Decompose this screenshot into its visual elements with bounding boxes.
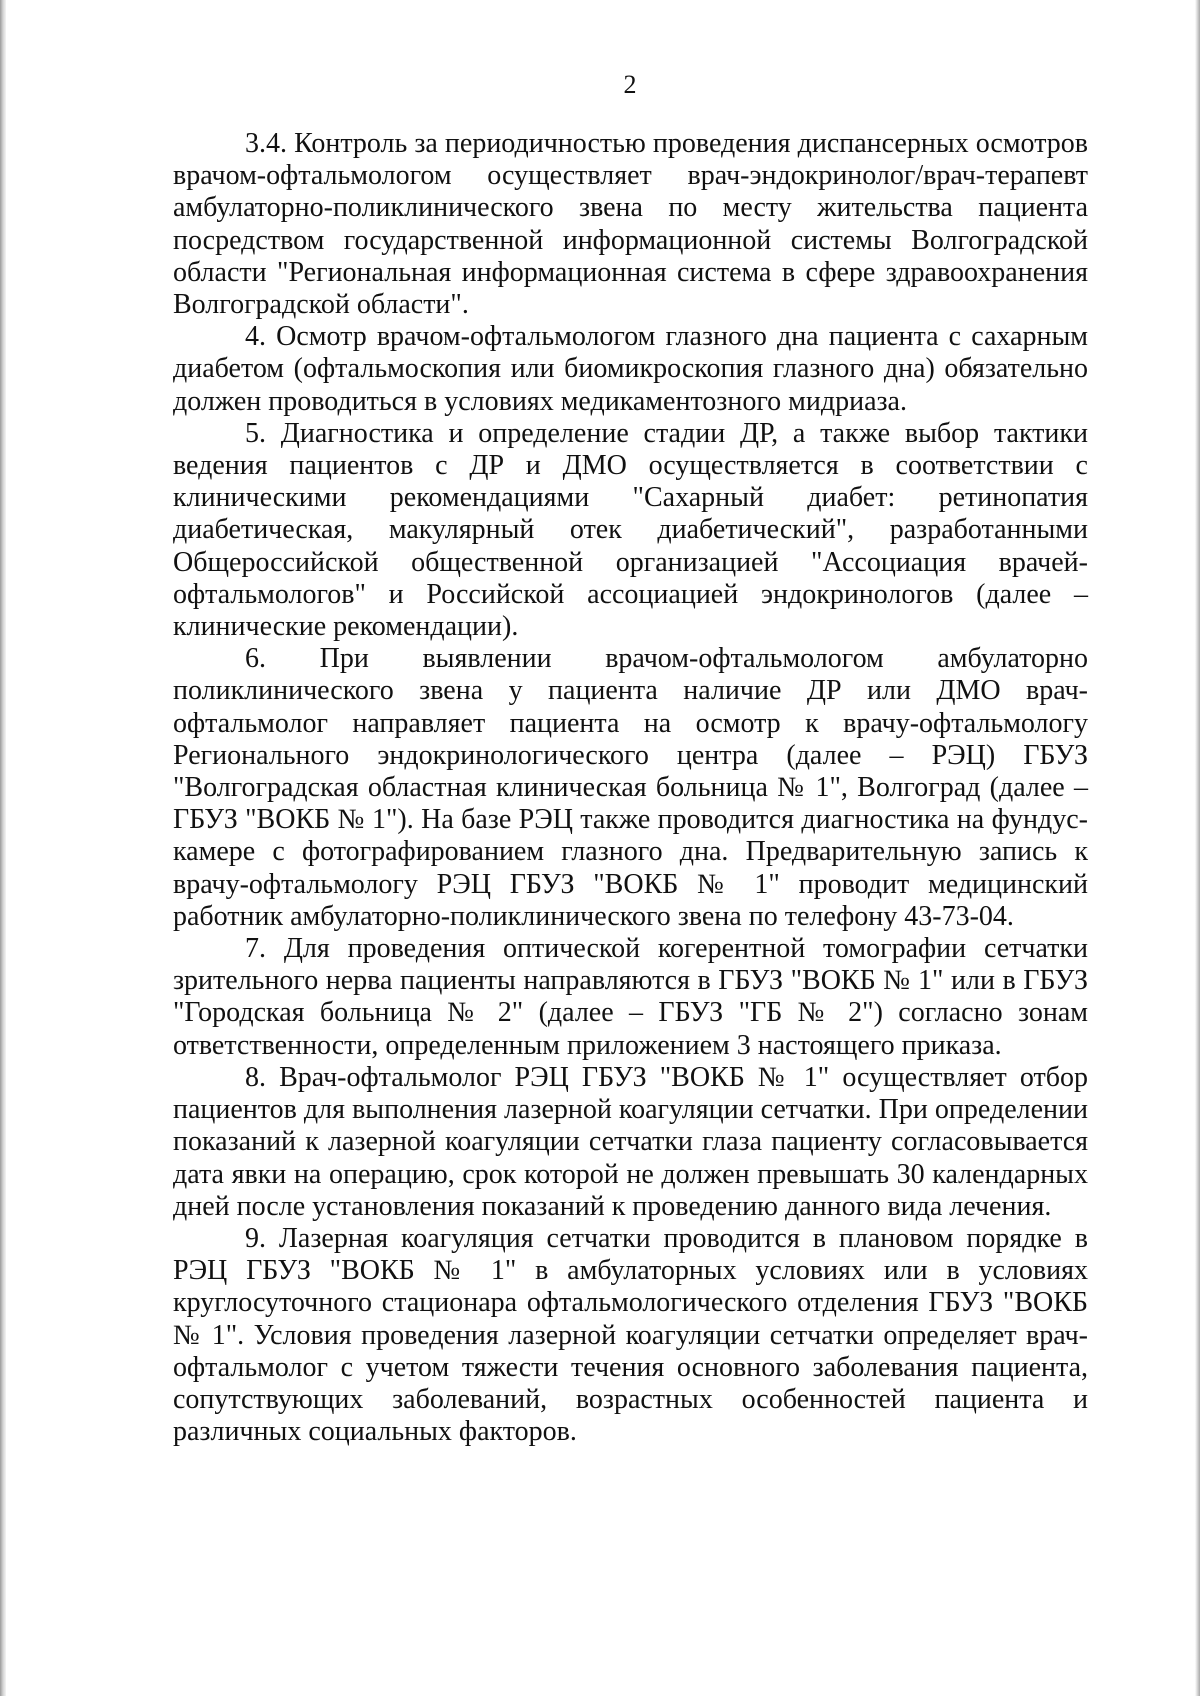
paragraph-3-4: 3.4. Контроль за периодичностью проведения диспансерных осмотров врачом-офтальмологом осуществляет врач-эндокринолог/врач-терапевт амбулаторно-поликлинического звена по месту жительства пациента посредством государственной информационной системы Волгоградской области "Региональная информационная система в сфере здравоохранения Волгоградской области". [173, 128, 1088, 321]
paragraph-8: 8. Врач-офтальмолог РЭЦ ГБУЗ "ВОКБ № 1" осуществляет отбор пациентов для выполнения лазерной коагуляции сетчатки. При определении показаний к лазерной коагуляции сетчатки глаза пациенту согласовывается дата явки на операцию, срок которой не должен превышать 30 календарных дней после установления показаний к проведению данного вида лечения. [173, 1061, 1088, 1222]
paragraph-5: 5. Диагностика и определение стадии ДР, а также выбор тактики ведения пациентов с ДР и ДМО осуществляется в соответствии с клиническими рекомендациями "Сахарный диабет: ретинопатия диабетическая, макулярный отек диабетический", разработанными Общероссийской общественной организацией "Ассоциация врачей-офтальмологов" и Российской ассоциацией эндокринологов (далее – клинические рекомендации). [173, 417, 1088, 643]
paragraph-6: 6. При выявлении врачом-офтальмологом амбулаторно поликлинического звена у пациента наличие ДР или ДМО врач-офтальмолог направляет пациента на осмотр к врачу-офтальмологу Регионального эндокринологического центра (далее – РЭЦ) ГБУЗ "Волгоградская областная клиническая больница № 1", Волгоград (далее – ГБУЗ "ВОКБ № 1"). На базе РЭЦ также проводится диагностика на фундус-камере с фотографированием глазного дна. Предварительную запись к врачу-офтальмологу РЭЦ ГБУЗ "ВОКБ № 1" проводит медицинский работник амбулаторно-поликлинического звена по телефону 43-73-04. [173, 643, 1088, 932]
paragraph-9: 9. Лазерная коагуляция сетчатки проводится в плановом порядке в РЭЦ ГБУЗ "ВОКБ № 1" в амбулаторных условиях или в условиях круглосуточного стационара офтальмологического отделения ГБУЗ "ВОКБ № 1". Условия проведения лазерной коагуляции сетчатки определяет врач-офтальмолог с учетом тяжести течения основного заболевания пациента, сопутствующих заболеваний, возрастных особенностей пациента и различных социальных факторов. [173, 1222, 1088, 1448]
paragraph-7: 7. Для проведения оптической когерентной томографии сетчатки зрительного нерва пациенты направляются в ГБУЗ "ВОКБ № 1" или в ГБУЗ "Городская больница № 2" (далее – ГБУЗ "ГБ № 2") согласно зонам ответственности, определенным приложением 3 настоящего приказа. [173, 933, 1088, 1061]
scan-edge-right [1195, 0, 1200, 1696]
paragraph-4: 4. Осмотр врачом-офтальмологом глазного дна пациента с сахарным диабетом (офтальмоскопия или биомикроскопия глазного дна) обязательно должен проводиться в условиях медикаментозного мидриаза. [173, 321, 1088, 417]
document-body [173, 128, 1088, 1448]
scan-edge-left [0, 0, 6, 1696]
page-number: 2 [623, 70, 637, 99]
